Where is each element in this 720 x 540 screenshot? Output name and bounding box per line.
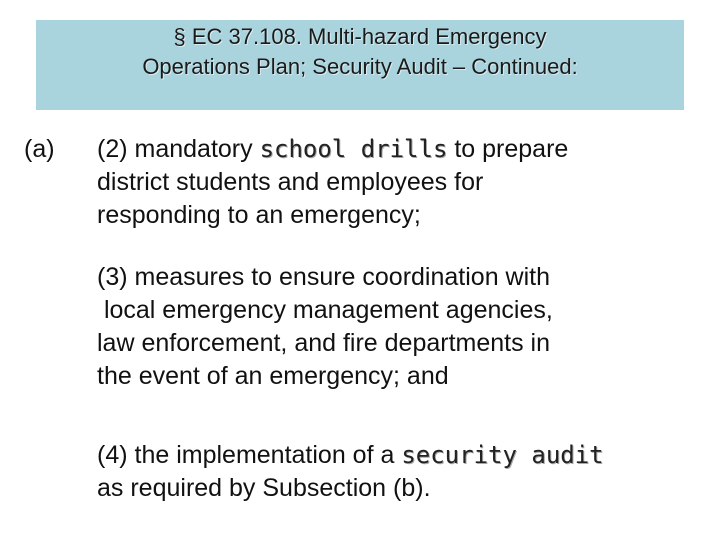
list-item-4 <box>97 439 717 505</box>
list-item-2-line-3: responding to an emergency; <box>97 201 421 229</box>
list-item-2-text-before: (2) mandatory <box>97 135 260 163</box>
list-item-3-line-1: (3) measures to ensure coordination with <box>97 263 551 291</box>
section-marker: (a) <box>24 135 55 163</box>
list-item-2-text-after: to prepare <box>447 135 569 163</box>
slide-title-line-1: § EC 37.108. Multi-hazard Emergency <box>173 24 547 49</box>
school-drills-emphasis: school drills <box>259 135 448 163</box>
list-item-4-text-before: (4) the implementation of a <box>97 441 402 469</box>
list-item-3-line-3: law enforcement, and fire departments in <box>97 329 551 357</box>
list-item-4-line-2: as required by Subsection (b). <box>97 474 431 502</box>
security-audit-emphasis: security audit <box>401 441 604 469</box>
list-item-3 <box>97 261 717 393</box>
list-item-3-line-4: the event of an emergency; and <box>97 362 449 390</box>
list-item-4-line-1 <box>97 439 717 472</box>
list-item-2 <box>97 133 717 232</box>
list-item-2-line-1 <box>97 133 717 166</box>
list-item-3-line-2: local emergency management agencies, <box>97 296 553 324</box>
slide-title-line-2: Operations Plan; Security Audit – Continued: <box>142 54 578 79</box>
slide-title-banner <box>36 20 684 110</box>
list-item-2-line-2: district students and employees for <box>97 168 484 196</box>
